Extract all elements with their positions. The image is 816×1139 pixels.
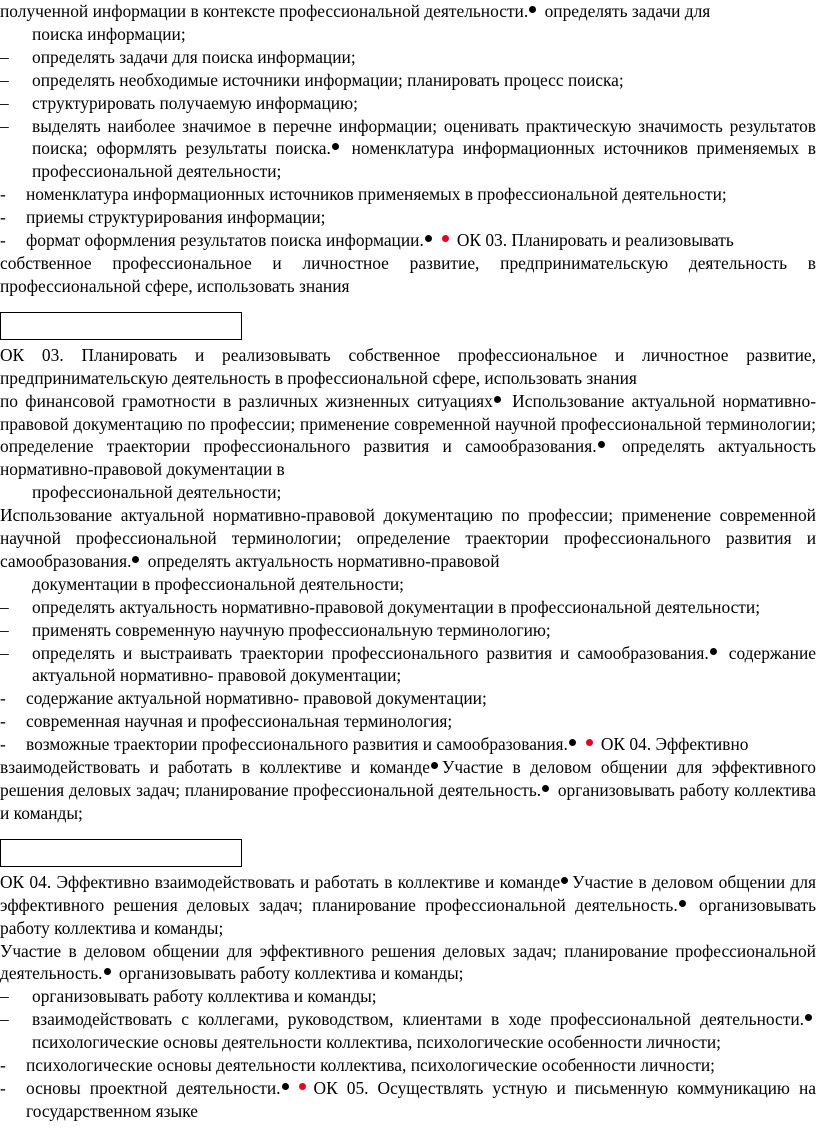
list-item-text: взаимодействовать с коллегами, руководством, клиентами в ходе профессиональной деятельности. — [32, 1009, 804, 1030]
paragraph-ok03 — [0, 344, 816, 504]
bullet-icon — [561, 877, 568, 884]
list-item — [0, 69, 816, 92]
bullet-icon — [542, 785, 549, 792]
paragraph-text: Использование актуальной нормативно-правовой документацию по профессии; применение современной научной профессиональной терминологии; определение траектории профессионального развития и самообразования. — [0, 390, 816, 457]
red-bullet-icon — [442, 235, 449, 242]
paragraph — [0, 756, 816, 825]
list-item-text: ОК 05. Осуществлять устную и письменную коммуникацию на государственном языке — [26, 1077, 816, 1121]
list-item-text: определять и выстраивать траектории профессионального развития и самообразования. — [32, 642, 709, 663]
dash-marker: – — [0, 92, 9, 113]
list-item-text: определять актуальность нормативно-правовой документации в профессиональной деятельности; — [32, 596, 761, 617]
dash-marker: - — [0, 1077, 6, 1098]
paragraph-ok04 — [0, 871, 816, 940]
dash-marker: – — [0, 986, 9, 1007]
list-item-text: определять задачи для поиска информации; — [32, 46, 356, 67]
dash-marker: - — [0, 230, 6, 251]
bullet-icon — [332, 143, 339, 150]
paragraph-text: документации в профессиональной деятельности; — [32, 573, 404, 594]
dash-marker: – — [0, 642, 9, 663]
list-item-text: определять необходимые источники информации; планировать процесс поиска; — [32, 69, 624, 90]
list-item — [0, 115, 816, 184]
list-item-text: номенклатура информационных источников применяемых в профессиональной деятельности; — [26, 184, 727, 205]
red-bullet-icon — [299, 1083, 306, 1090]
paragraph-text: организовывать работу коллектива и команды; — [0, 780, 816, 823]
dash-marker: – — [0, 1009, 9, 1030]
bullet-icon — [805, 1014, 812, 1021]
dash-marker: - — [0, 734, 6, 755]
paragraph-intro — [0, 0, 816, 46]
list-item — [0, 619, 816, 642]
bullet-icon — [529, 6, 536, 13]
list-item-text: структурировать получаемую информацию; — [32, 92, 358, 113]
list-item-text: ОК 04. Эффективно — [600, 734, 749, 755]
bullet-icon — [425, 235, 432, 242]
bullet-icon — [104, 968, 111, 975]
list-item — [0, 642, 816, 688]
bullet-icon — [598, 441, 605, 448]
list-item-text: ОК 03. Планировать и реализовывать — [456, 230, 734, 251]
paragraph-text: Участие в деловом общении для эффективного решения деловых задач; планирование профессиональной деятельность. — [0, 871, 816, 915]
empty-table-cell — [0, 839, 242, 867]
list-item — [0, 687, 816, 710]
paragraph-text: Участие в деловом общении для эффективного решения деловых задач; планирование профессиональной деятельность. — [0, 757, 816, 800]
paragraph-text: профессиональной деятельности; — [32, 482, 282, 503]
list-item — [0, 46, 816, 69]
list-item-text: психологические основы деятельности коллектива, психологические особенности личности; — [26, 1055, 716, 1076]
list-item — [0, 733, 816, 756]
list-item-text: содержание актуальной нормативно- правовой документации; — [32, 642, 816, 686]
paragraph-text: по финансовой грамотности в различных жизненных ситуациях — [0, 390, 493, 411]
list-item — [0, 1077, 816, 1123]
bullet-icon — [431, 762, 438, 769]
list-item — [0, 1008, 816, 1054]
text-line: определять задачи для — [544, 1, 711, 21]
list-item — [0, 710, 816, 733]
paragraph-text: взаимодействовать и работать в коллективе и команде — [0, 757, 430, 778]
list-item-text: психологические основы деятельности коллектива, психологические особенности личности; — [32, 1032, 722, 1053]
bullet-icon — [679, 900, 686, 907]
list-item-text: возможные траектории профессионального развития и самообразования. — [26, 734, 568, 755]
dash-marker: - — [0, 688, 6, 709]
dash-marker: – — [0, 619, 9, 640]
bullet-icon — [494, 396, 501, 403]
dash-marker: - — [0, 1055, 6, 1076]
bullet-icon — [282, 1083, 289, 1090]
list-item-text: основы проектной деятельности. — [26, 1077, 281, 1098]
text-line: поиска информации; — [32, 23, 186, 44]
list-item — [0, 985, 816, 1008]
dash-marker: – — [0, 46, 9, 67]
dash-marker: - — [0, 207, 6, 228]
list-item — [0, 183, 816, 206]
list-item-text: номенклатура информационных источников применяемых в профессиональной деятельности; — [32, 138, 816, 182]
paragraph-text: ОК 04. Эффективно взаимодействовать и работать в коллективе и команде — [0, 871, 561, 892]
list-item-text: приемы структурирования информации; — [26, 207, 326, 228]
paragraph-text: собственное профессиональное и личностное развитие, предпринимательскую деятельность в профессиональной сфере, использовать знания — [0, 252, 816, 296]
bullet-icon — [132, 556, 139, 563]
list-item — [0, 92, 816, 115]
dash-marker: – — [0, 596, 9, 617]
dash-marker: - — [0, 711, 6, 732]
paragraph-text: организовывать работу коллектива и команды; — [0, 894, 816, 938]
list-item — [0, 229, 816, 252]
dash-marker: – — [0, 69, 9, 90]
list-item — [0, 206, 816, 229]
dash-marker: – — [0, 115, 9, 136]
paragraph-text: организовывать работу коллектива и команды; — [118, 963, 464, 984]
bullet-icon — [710, 648, 717, 655]
paragraph — [0, 940, 816, 986]
paragraph — [0, 252, 816, 298]
red-bullet-icon — [586, 739, 593, 746]
list-item-text: формат оформления результатов поиска информации. — [26, 230, 424, 251]
paragraph — [0, 504, 816, 596]
paragraph-text: определять актуальность нормативно-правовой документации в — [0, 436, 816, 480]
list-item-text: организовывать работу коллектива и команды; — [32, 986, 377, 1007]
list-item-text: современная научная и профессиональная терминология; — [26, 711, 453, 732]
dash-marker: - — [0, 184, 6, 205]
text-line: полученной информации в контексте профессиональной деятельности. — [0, 1, 529, 21]
list-item-text: применять современную научную профессиональную терминологию; — [32, 619, 551, 640]
list-item-text: содержание актуальной нормативно- правовой документации; — [26, 688, 487, 709]
paragraph-text: Использование актуальной нормативно-правовой документацию по профессии; применение современной научной профессиональной терминологии; определение траектории профессионального развития и самообразования. — [0, 505, 816, 571]
list-item — [0, 1054, 816, 1077]
list-item — [0, 596, 816, 619]
paragraph-text: Участие в деловом общении для эффективного решения деловых задач; планирование профессиональной деятельность. — [0, 940, 816, 984]
empty-table-cell — [0, 312, 242, 340]
paragraph-text: ОК 03. Планировать и реализовывать собственное профессиональное и личностное развитие, предпринимательскую деятельность в профессиональной сфере, использовать знания — [0, 344, 816, 388]
list-item-text: выделять наиболее значимое в перечне информации; оценивать практическую значимость результатов поиска; оформлять результаты поиска. — [32, 115, 816, 159]
bullet-icon — [569, 739, 576, 746]
paragraph-text: определять актуальность нормативно-правовой — [147, 550, 500, 571]
